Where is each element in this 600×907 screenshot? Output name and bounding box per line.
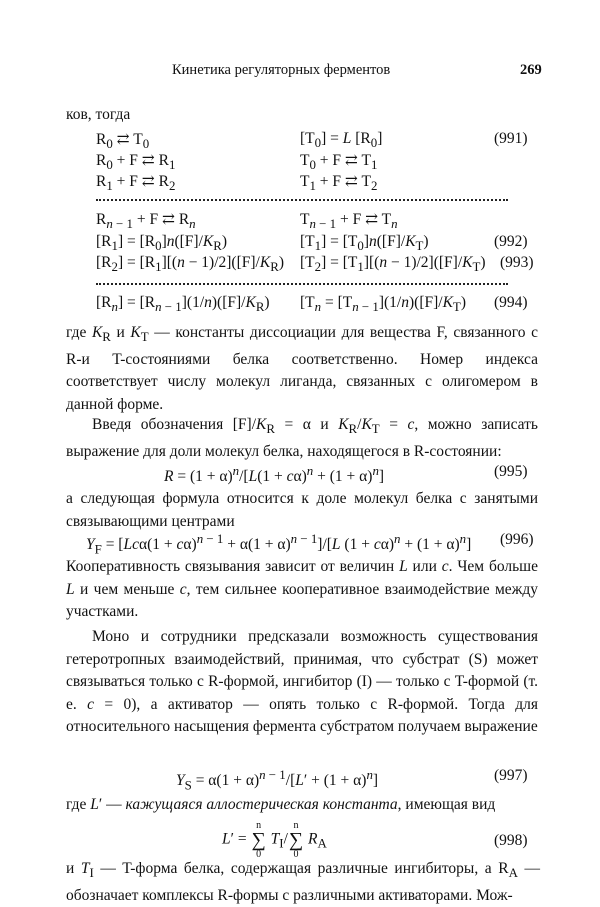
paragraph-4: Кооперативность связывания зависит от величин L или c. Чем больше L и чем меньше c, тем сильнее кооперативное взаимодействие между участками.	[66, 558, 539, 620]
eq-number-992: (992)	[494, 233, 528, 250]
scheme-right-5: $[T_1] = [T_0]n([F]/K_T)$	[300, 233, 429, 254]
scheme-left-3: $R_1 + F$ ⇄ $R_2$	[96, 173, 176, 194]
eq-number-995: (995)	[494, 463, 528, 480]
equation-996: $Y_F = [Lc\alpha(1 + c\alpha)^{n - 1} + \alpha(1 + \alpha)^{n - 1}]/[L$ $(1 + c\alpha)^n + (1 + \alpha)^n$]	[86, 531, 472, 557]
equation-998: L′ = n ∑ 0 $T_I/$ n ∑ 0 $R_A$	[222, 820, 327, 860]
scheme-left-7: $[R_n] = [R_{n - 1}](1/n)([F]/K_R)$	[96, 294, 270, 315]
scheme-left-6: $[R_2] = [R_1][(n - 1)/2]([F]/K_R)$	[96, 254, 284, 275]
paragraph-7: и $T_I$ — T-форма белка, содержащая различные ингибиторы, а $R_A$ — обозначает комплексы R-формы с различными активаторами. Мож-	[66, 860, 541, 904]
dotted-separator	[96, 283, 508, 285]
sum-symbol: n ∑ 0	[288, 820, 304, 860]
paragraph-6: где L′ — кажущаяся аллостерическая константа, имеющая вид	[66, 796, 496, 813]
scheme-right-1: $[T_0] = L$ $[R_0]$	[300, 130, 383, 151]
equation-995: $R = (1 + \alpha)^n/[L(1 + c\alpha)^n + (1 + \alpha)^n]$	[164, 463, 385, 486]
running-header: Кинетика регуляторных ферментов	[172, 62, 391, 78]
scheme-right-2: $T_0 + F$ ⇄ $T_1$	[300, 152, 378, 173]
sum-symbol: n ∑ 0	[251, 820, 266, 860]
scheme-right-6: $[T_2] = [T_1][(n - 1)/2]([F]/K_T)$	[300, 254, 486, 275]
scheme-left-2: $R_0 + F$ ⇄ $R_1$	[96, 152, 176, 173]
eq-number-997: (997)	[494, 767, 528, 784]
page-number: 269	[520, 62, 542, 78]
scheme-right-7: [$T_n = [T_{n - 1}](1/n)([F]/K_T)$	[300, 294, 466, 315]
eq-number-996: (996)	[500, 531, 534, 548]
paragraph-1: где $K_R$ и $K_T$ — константы диссоциации для вещества F, связанного с R-и T-состояниями белка соответственно. Номер индекса соответствует числу молекул лиганда, связанных с олигомером в данной форме.	[66, 324, 538, 413]
intro-text: ков, тогда	[66, 106, 131, 123]
eq-number-998: (998)	[494, 832, 528, 849]
eq-number-994: (994)	[494, 294, 528, 311]
eq-number-993: (993)	[500, 254, 534, 271]
scheme-left-4: $R_{n - 1} + F$ ⇄ $R_n$	[96, 211, 196, 232]
paragraph-3: а следующая формула относится к доле молекул белка с занятыми связывающими центрами	[66, 490, 538, 530]
paragraph-5: Моно и сотрудники предсказали возможность существования гетеротропных взаимодействий, принимая, что субстрат (S) может связываться только с R-формой, ингибитор (I) — только с T-формой (т. е. c = 0), а активатор — опять только с R-формой. Тогда для относительного насыщения фермента субстратом получаем выражение	[66, 628, 538, 735]
eq-number-991: (991)	[494, 130, 528, 147]
equation-997: $Y_S = \alpha(1 + \alpha)^{n - 1}/[L' + (1 + \alpha)^n]$	[176, 767, 379, 793]
dotted-separator	[96, 199, 508, 201]
scheme-right-3: $T_1 + F$ ⇄ $T_2$	[300, 173, 378, 194]
paragraph-2: Введя обозначения $[F]/K_R = \alpha$ и $K_R/K_T = c$, можно записать выражение для доли молекул белка, находящегося в R-состоянии:	[66, 416, 538, 460]
scheme-right-4: $T_{n - 1} + F$ ⇄ $T_n$	[300, 211, 398, 232]
scheme-left-5: $[R_1] = [R_0]n([F]/K_R)$	[96, 233, 228, 254]
scheme-left-1: $R_0$ ⇄ $T_0$	[96, 131, 150, 152]
